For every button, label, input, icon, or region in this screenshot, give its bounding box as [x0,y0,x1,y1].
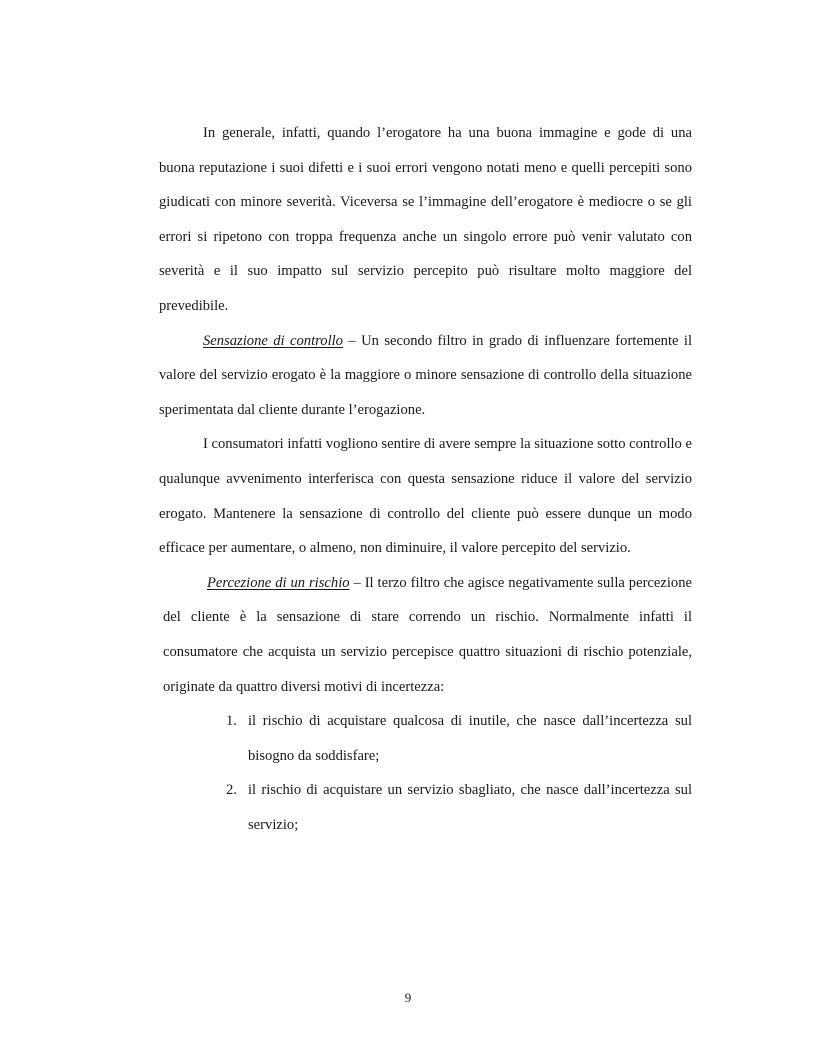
page-number: 9 [404,990,412,1005]
paragraph-text: In generale, infatti, quando l’erogatore ha una buona immagine e gode di una buona reputazione i suoi difetti e i suoi errori vengono notati meno e quelli percepiti sono giudicati con minore severità. Viceversa se l’immagine dell’erogatore è mediocre o se gli errori si ripetono con troppa frequenza anche un singolo errore può venir valutato con severità e il suo impatto sul servizio percepito può risultare molto maggiore del prevedibile. [159,125,692,314]
paragraph-consumers [159,427,692,565]
list-number: 1. [226,713,237,730]
list-number: 2. [226,782,237,799]
paragraph-text: – Un secondo filtro in grado di influenzare fortemente il valore del servizio erogato è la maggiore o minore sensazione di controllo della situazione sperimentata dal cliente durante l’erogazione. [159,332,693,418]
paragraph-text: – Il terzo filtro che agisce negativamente sulla percezione del cliente è la sensazione di stare correndo un rischio. Normalmente infatti il consumatore che acquista un servizio percepisce quattro situazioni di rischio potenziale, originate da quattro diversi motivi di incertezza: [163,574,692,695]
risk-list [159,704,692,842]
term-percezione-di-un-rischio: Percezione di un rischio [207,574,350,591]
list-item [159,773,692,842]
list-item-text: il rischio di acquistare un servizio sbagliato, che nasce dall’incertezza sul servizio; [248,782,692,833]
document-body [159,116,692,842]
list-item [159,704,692,773]
paragraph-reputation [159,116,692,324]
paragraph-text: I consumatori infatti vogliono sentire di avere sempre la situazione sotto controllo e qualunque avvenimento interferisca con questa sensazione riduce il valore del servizio erogato. Mantenere la sensazione di controllo del cliente può essere dunque un modo efficace per aumentare, o almeno, non diminuire, il valore percepito del servizio. [159,436,692,557]
term-sensazione-di-controllo: Sensazione di controllo [203,332,343,349]
list-item-text: il rischio di acquistare qualcosa di inutile, che nasce dall’incertezza sul bisogno da soddisfare; [248,713,692,764]
paragraph-risk [159,566,692,704]
paragraph-control [159,324,692,428]
